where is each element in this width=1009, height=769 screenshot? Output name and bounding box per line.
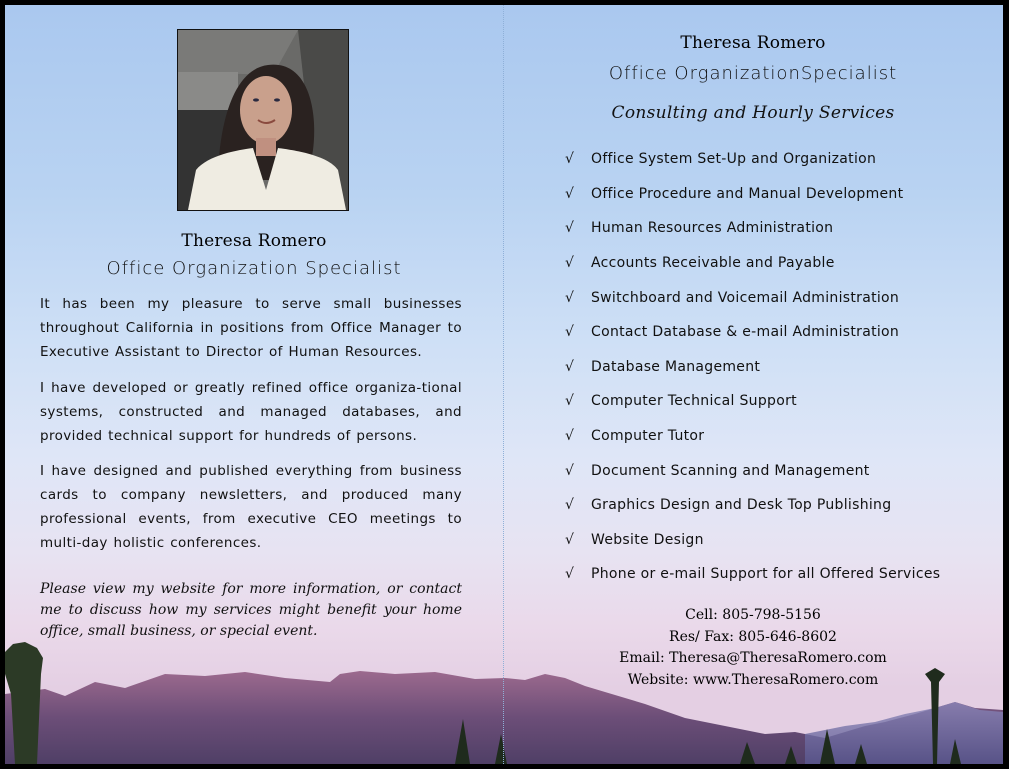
cell-phone: Cell: 805-798-5156 — [685, 607, 821, 623]
right-title-heading: Office OrganizationSpecialist — [608, 63, 898, 84]
service-label: Contact Database & e-mail Administration — [591, 324, 900, 341]
service-label: Computer Tutor — [591, 428, 705, 445]
service-label: Switchboard and Voicemail Administration — [591, 289, 900, 306]
service-label: Database Management — [591, 358, 761, 375]
service-label: Graphics Design and Desk Top Publishing — [591, 497, 892, 514]
checkmark-icon: √ — [565, 531, 575, 548]
checkmark-icon: √ — [565, 324, 575, 341]
closing-note: Please view my website for more information, or contact me to discuss how my services might benefit your home office, small business, or special event. — [40, 581, 462, 639]
service-item — [565, 280, 940, 315]
checkmark-icon: √ — [565, 220, 575, 237]
service-item — [565, 523, 940, 558]
service-item — [565, 315, 940, 350]
left-title-heading: Office Organization Specialist — [106, 258, 402, 279]
services-list — [565, 142, 940, 592]
checkmark-icon: √ — [565, 566, 575, 583]
profile-photo — [177, 29, 349, 211]
res-fax-phone: Res/ Fax: 805-646-8602 — [669, 628, 837, 645]
service-label: Accounts Receivable and Payable — [591, 255, 835, 272]
service-label: Phone or e-mail Support for all Offered Services — [591, 566, 941, 583]
services-heading: Consulting and Hourly Services — [611, 103, 895, 123]
brochure-page — [5, 5, 1003, 764]
service-item — [565, 246, 940, 281]
service-item — [565, 350, 940, 385]
website-link[interactable]: Website: www.TheresaRomero.com — [627, 671, 879, 688]
checkmark-icon: √ — [565, 185, 575, 202]
intro-paragraph-2: I have developed or greatly refined office organiza-tional systems, constructed and managed databases, and provided technical support for hundreds of persons. — [40, 380, 462, 444]
checkmark-icon: √ — [565, 393, 575, 410]
service-item — [565, 211, 940, 246]
service-item — [565, 419, 940, 454]
service-item — [565, 384, 940, 419]
service-label: Office Procedure and Manual Development — [591, 185, 904, 202]
service-item — [565, 488, 940, 523]
service-item — [565, 177, 940, 212]
left-name-heading: Theresa Romero — [181, 231, 327, 251]
email-link[interactable]: Email: Theresa@TheresaRomero.com — [619, 650, 887, 666]
service-label: Document Scanning and Management — [591, 462, 870, 479]
portrait-image — [178, 30, 348, 210]
checkmark-icon: √ — [565, 255, 575, 272]
checkmark-icon: √ — [565, 289, 575, 306]
intro-paragraph-3: I have designed and published everything from business cards to company newsletters, and produced many professional events, from executive CEO meetings to multi-day holistic conferences. — [40, 463, 462, 551]
service-item — [565, 557, 940, 592]
checkmark-icon: √ — [565, 428, 575, 445]
right-name-heading: Theresa Romero — [680, 33, 826, 53]
checkmark-icon: √ — [565, 358, 575, 375]
checkmark-icon: √ — [565, 151, 575, 168]
service-item — [565, 453, 940, 488]
checkmark-icon: √ — [565, 462, 575, 479]
checkmark-icon: √ — [565, 497, 575, 514]
service-label: Human Resources Administration — [591, 220, 834, 237]
intro-paragraph-1: It has been my pleasure to serve small businesses throughout California in positions from Office Manager to Executive Assistant to Director of Human Resources. — [40, 296, 462, 360]
service-label: Office System Set-Up and Organization — [591, 151, 877, 168]
service-label: Website Design — [591, 531, 704, 548]
contact-block — [503, 605, 1003, 691]
service-label: Computer Technical Support — [591, 393, 797, 410]
service-item — [565, 142, 940, 177]
